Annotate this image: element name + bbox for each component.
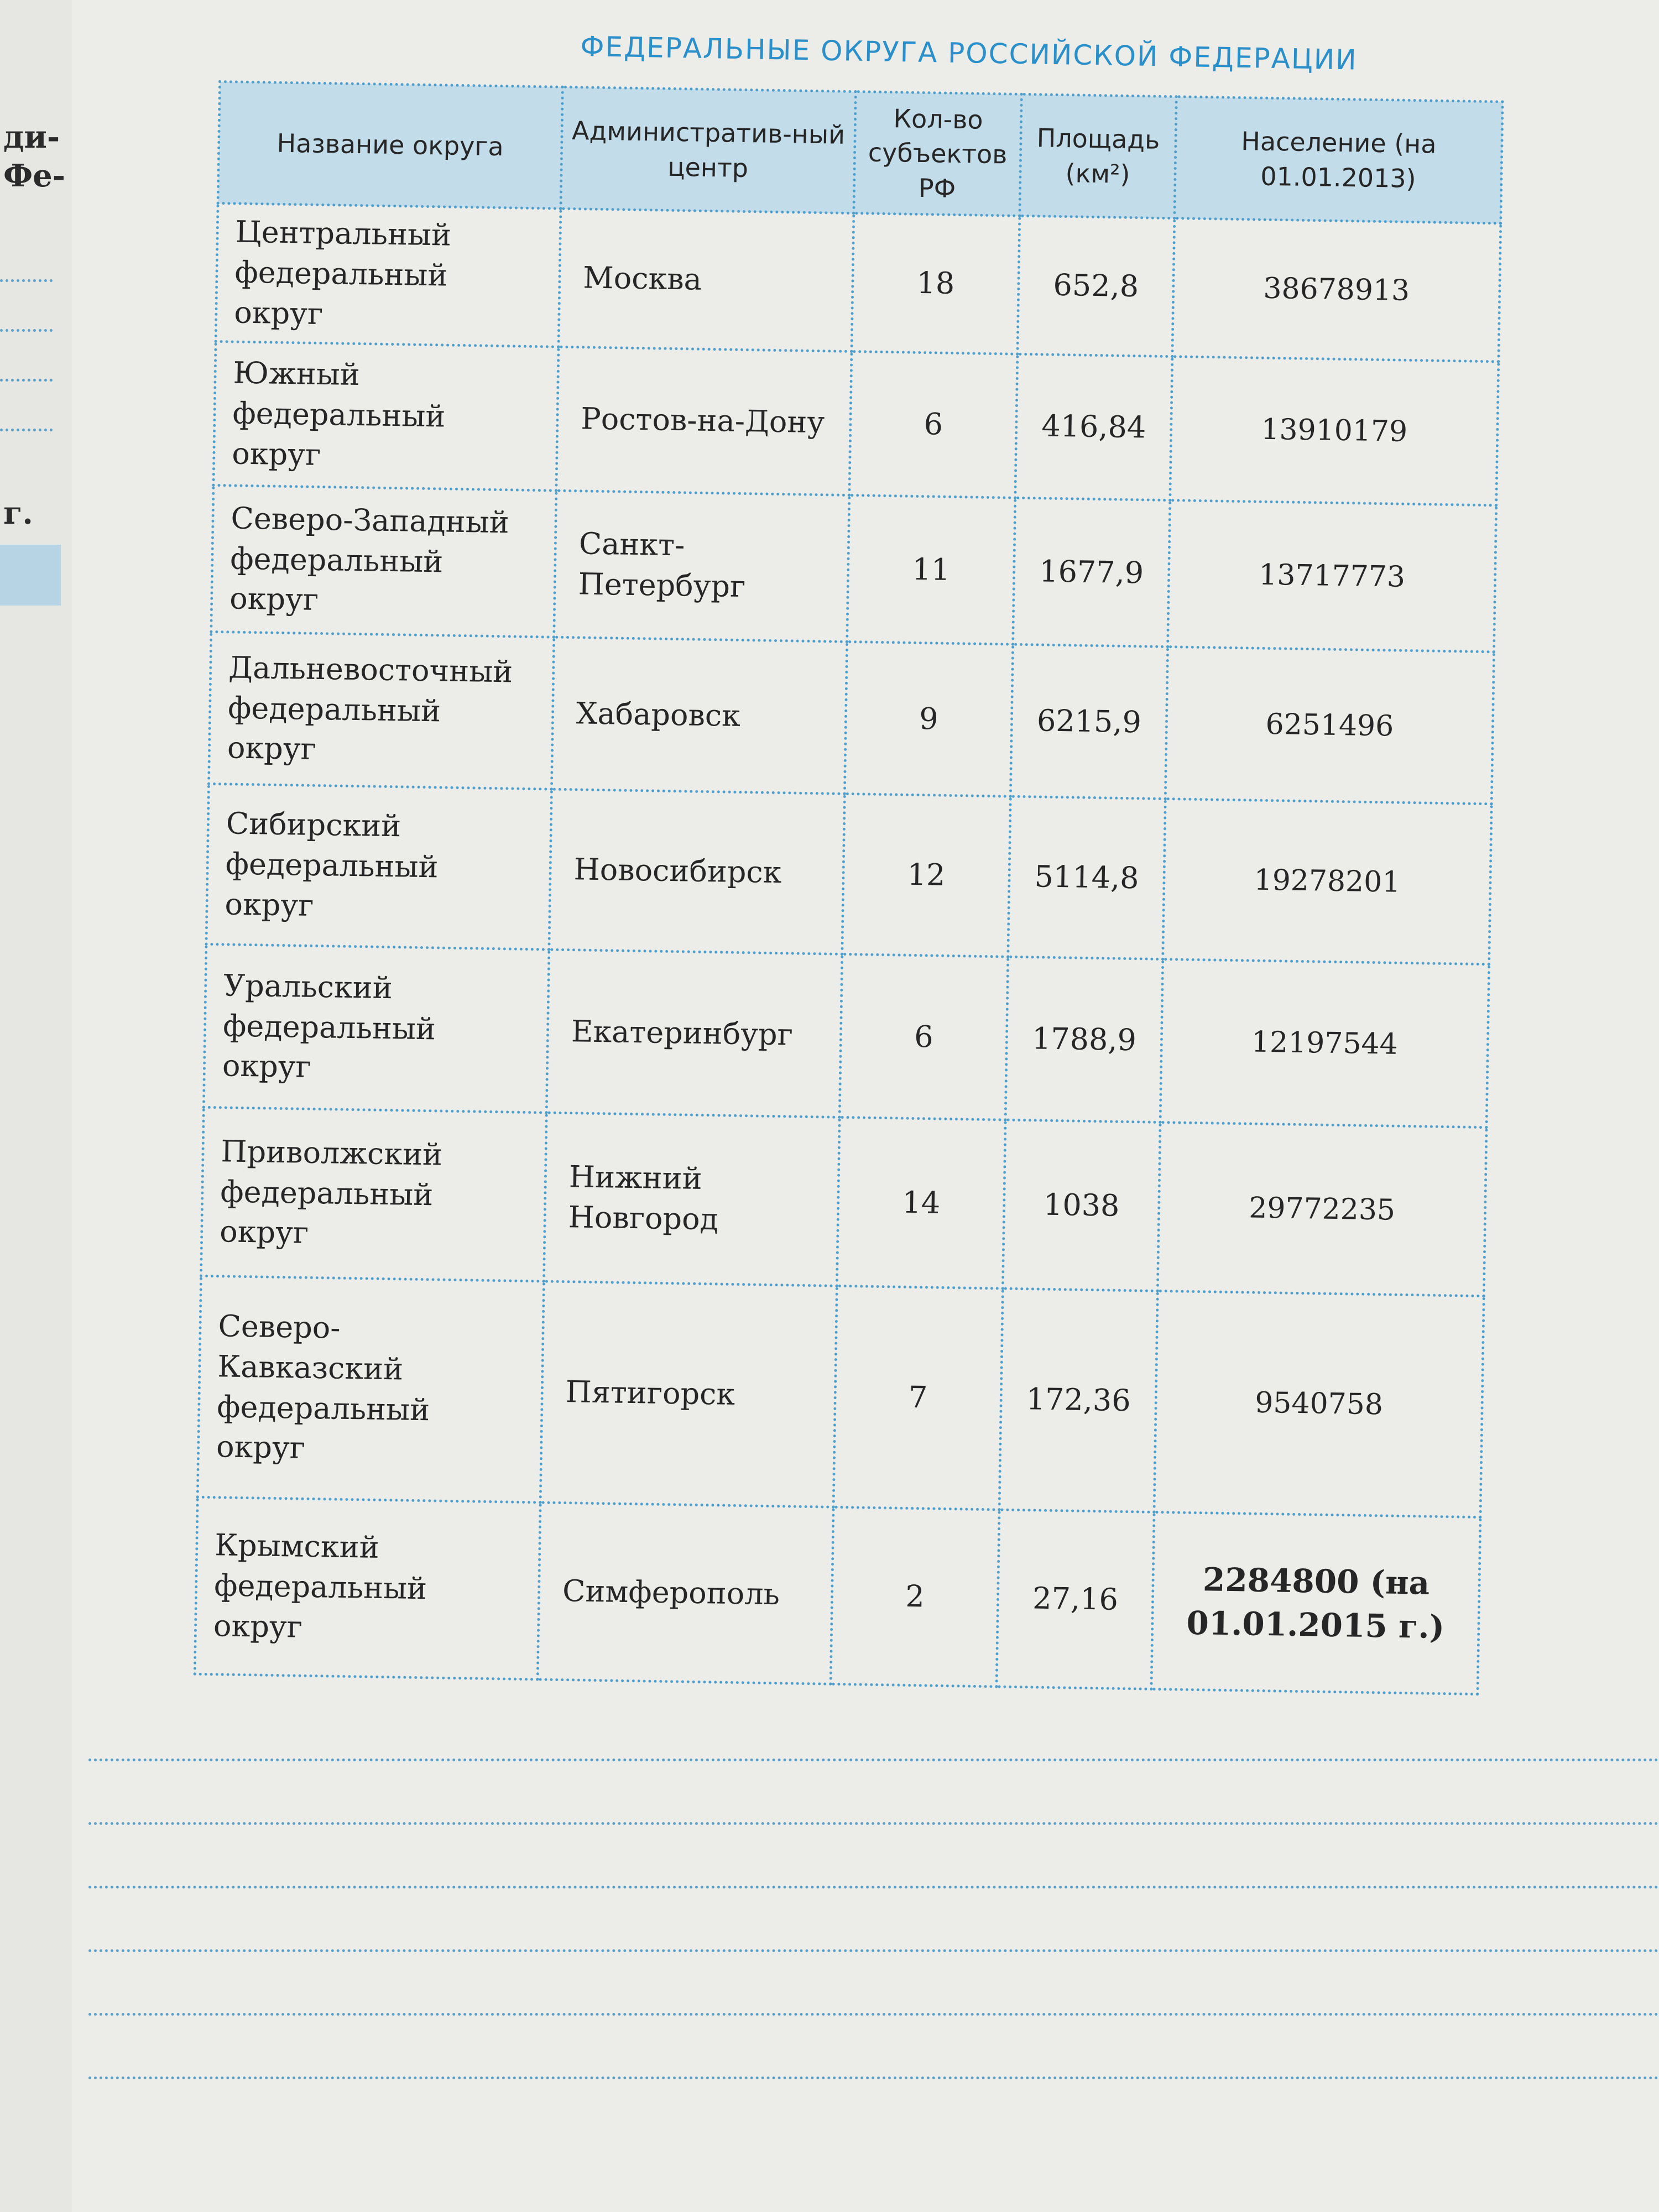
table-row (211, 485, 1496, 651)
left-page-writing-line (0, 279, 53, 282)
writing-line (88, 1949, 1659, 1952)
writing-line (88, 2013, 1659, 2016)
cell-subjects-count: 7 (833, 1286, 1003, 1510)
cell-area: 172,36 (999, 1288, 1157, 1512)
cell-population: 29772235 (1157, 1122, 1486, 1296)
federal-districts-table (194, 80, 1504, 1695)
cell-population: 12197544 (1160, 959, 1489, 1128)
cell-district-name: Дальневосточный федеральный округ (209, 632, 554, 789)
cell-area: 1038 (1003, 1120, 1160, 1291)
left-page-writing-line (0, 429, 53, 431)
writing-line (88, 1759, 1659, 1761)
cell-population: 2284800 (на 01.01.2015 г.) (1151, 1512, 1480, 1694)
cell-subjects-count: 6 (849, 352, 1018, 498)
table-row (201, 1107, 1487, 1296)
cell-admin-center: Хабаровск (551, 637, 847, 794)
cell-area: 5114,8 (1008, 796, 1166, 959)
cell-admin-center: Нижний Новгород (544, 1113, 839, 1286)
cell-district-name: Сибирский федеральный округ (206, 784, 551, 950)
cell-population: 6251496 (1165, 647, 1494, 804)
cell-district-name: Крымский федеральный округ (195, 1497, 540, 1679)
left-page-text-fragment: ди- (3, 119, 60, 155)
table-row (204, 944, 1489, 1127)
cell-area: 27,16 (997, 1510, 1154, 1689)
table-header-row (218, 82, 1503, 223)
cell-admin-center: Ростов-на-Дону (556, 347, 852, 495)
cell-district-name: Уральский федеральный округ (204, 944, 549, 1113)
writing-line (88, 1886, 1659, 1888)
table-row (213, 341, 1499, 505)
cell-subjects-count: 11 (847, 495, 1015, 645)
left-page-text-fragment: г. (3, 495, 33, 531)
cell-subjects-count: 14 (837, 1117, 1005, 1288)
left-page-writing-line (0, 379, 53, 382)
cell-district-name: Южный федеральный округ (213, 341, 559, 491)
table-row (197, 1276, 1484, 1517)
districts-table-wrapper (194, 80, 1504, 1695)
cell-district-name: Северо-Западный федеральный округ (211, 485, 556, 637)
header-district-name: Название округа (218, 82, 562, 209)
cell-area: 6215,9 (1010, 644, 1167, 799)
header-population: Население (на 01.01.2013) (1175, 97, 1503, 223)
cell-area: 652,8 (1018, 216, 1175, 356)
cell-subjects-count: 18 (852, 213, 1020, 354)
left-page-writing-line (0, 329, 53, 332)
cell-population: 38678913 (1172, 218, 1501, 362)
left-page-edge (0, 0, 74, 2212)
cell-population: 13910179 (1170, 357, 1499, 505)
cell-district-name: Центральный федеральный округ (216, 204, 561, 347)
cell-admin-center: Новосибирск (549, 789, 844, 954)
cell-admin-center: Пятигорск (540, 1281, 837, 1507)
cell-admin-center: Екатеринбург (546, 950, 842, 1117)
cell-subjects-count: 6 (839, 954, 1008, 1120)
cell-admin-center: Симферополь (538, 1503, 833, 1684)
table-row (206, 784, 1491, 964)
cell-subjects-count: 12 (842, 794, 1011, 957)
cell-admin-center: Санкт-Петербург (554, 491, 849, 641)
cell-subjects-count: 2 (831, 1507, 999, 1687)
header-area: Площадь (км²) (1020, 94, 1176, 218)
cell-area: 1677,9 (1013, 498, 1170, 646)
writing-line (88, 2077, 1659, 2079)
cell-district-name: Приволжский федеральный округ (201, 1107, 547, 1281)
header-subjects-count: Кол-во субъектов РФ (854, 92, 1021, 216)
writing-line (88, 1822, 1659, 1825)
cell-population: 19278201 (1163, 799, 1491, 964)
cell-population: 13717773 (1168, 500, 1496, 652)
table-row (195, 1497, 1480, 1694)
table-row (216, 204, 1501, 362)
cell-district-name: Северо-Кавказский федеральный округ (197, 1276, 544, 1503)
table-row (209, 632, 1494, 804)
left-page-table-fragment (0, 545, 61, 606)
cell-area: 1788,9 (1005, 957, 1163, 1122)
cell-population: 9540758 (1154, 1291, 1484, 1517)
header-admin-center: Административ-ный центр (561, 87, 855, 213)
cell-subjects-count: 9 (844, 641, 1013, 796)
cell-admin-center: Москва (559, 208, 854, 351)
page-title: ФЕДЕРАЛЬНЫЕ ОКРУГА РОССИЙСКОЙ ФЕДЕРАЦИИ (580, 30, 1358, 76)
cell-area: 416,84 (1015, 354, 1172, 500)
left-page-text-fragment: Фе- (3, 158, 65, 194)
